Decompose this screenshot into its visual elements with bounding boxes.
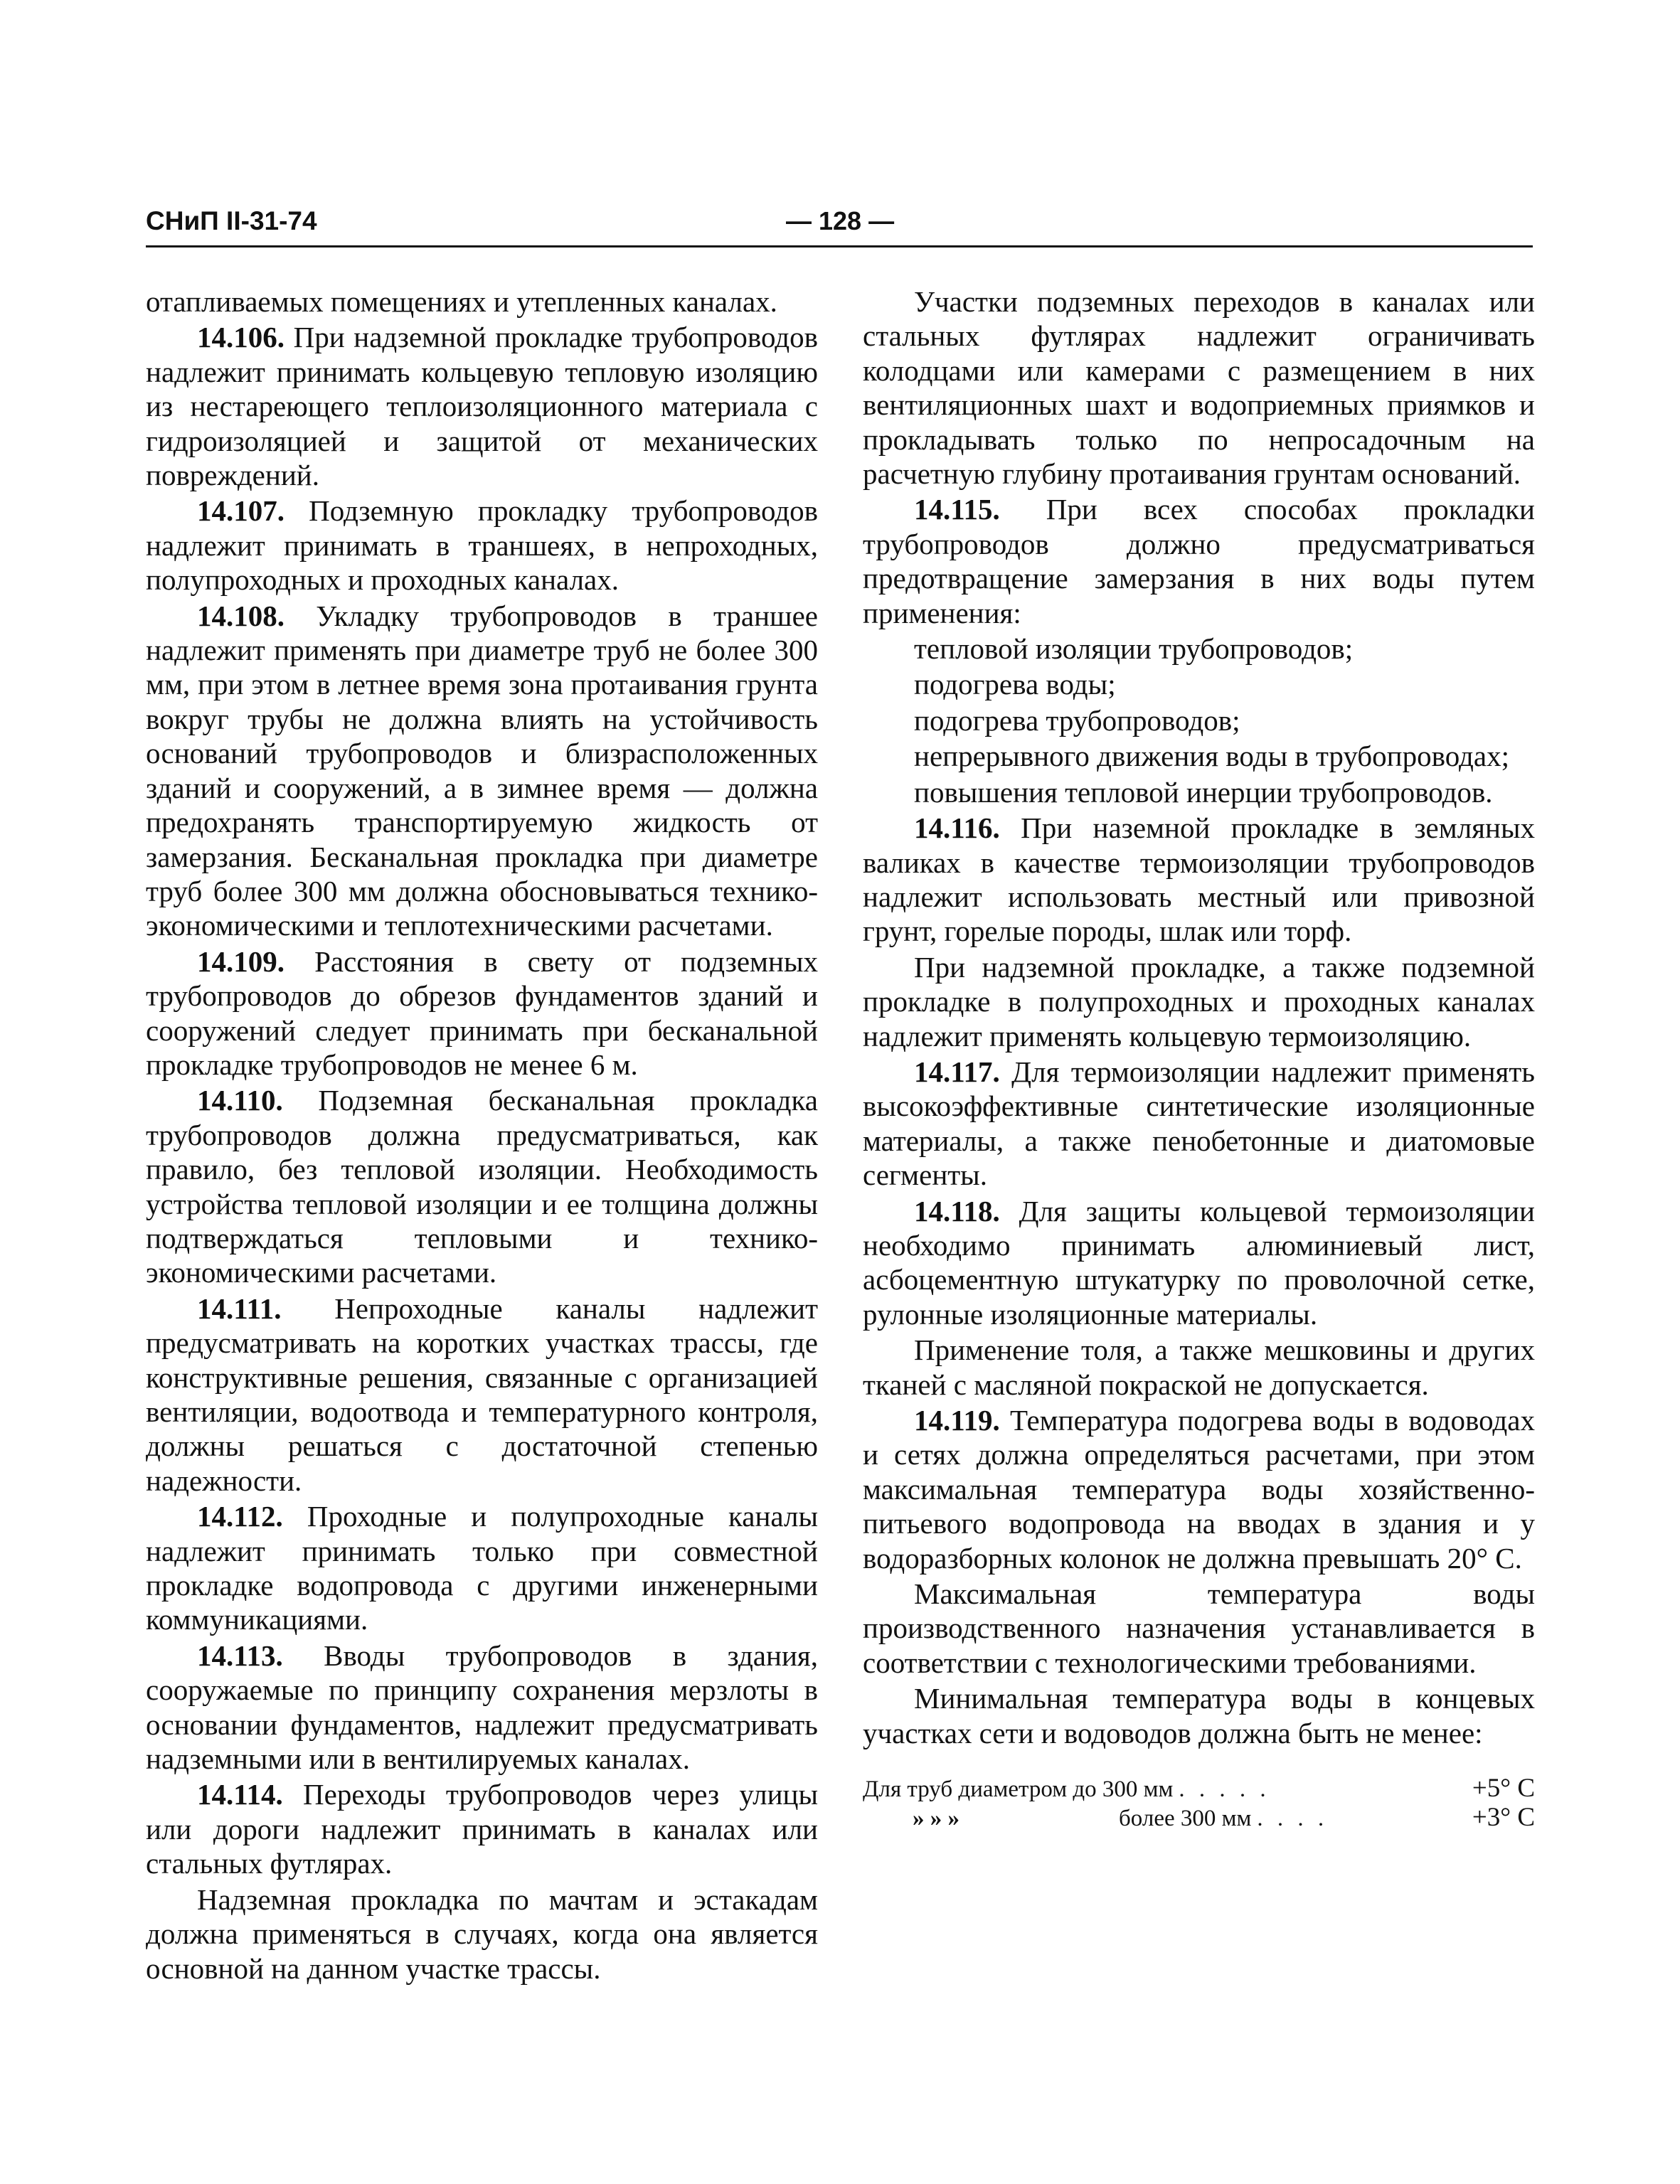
paragraph-text: повышения тепловой инерции трубопроводов. [914,775,1493,809]
paragraph [863,284,1535,491]
list-item [863,667,1535,701]
clause-number: 14.111. [197,1291,282,1325]
clause-number: 14.108. [197,599,285,632]
temperature-row-small-pipes [863,1774,1535,1804]
header-rule [146,245,1533,247]
page-header [146,206,1533,246]
row-label: Для труб диаметром до 300 мм [863,1777,1174,1803]
left-column [146,284,818,1987]
paragraph [863,950,1535,1053]
paragraph [863,1333,1535,1402]
temperature-value: +5° С [1472,1774,1535,1804]
document-code: СНиП II-31-74 [146,206,317,235]
paragraph-text: Расстояния в свету от подземных трубопроводов до обрезов фундаментов зданий и сооружений следует принимать при бесканальной прокладке трубопроводов не менее 6 м. [146,944,818,1081]
paragraph-text: Участки подземных переходов в каналах или стальных футлярах надлежит ограничивать колодцами или камерами с размещением в них вентиляционных шахт и водоприемных приямков и прокладывать только по непросадочным на расчетную глубину протаивания грунтам оснований. [863,285,1535,491]
paragraph-text: отапливаемых помещениях и утепленных каналах. [146,285,777,318]
paragraph-text: При наземной прокладке в земляных валиках в качестве термоизоляции трубопроводов надлежит использовать местный или привозной грунт, горелые породы, шлак или торф. [863,811,1535,948]
paragraph [146,1499,818,1637]
clause-number: 14.114. [197,1778,283,1811]
ditto-marks: » » » [913,1806,959,1832]
clause-number: 14.109. [197,944,285,978]
paragraph-text: Надземная прокладка по мачтам и эстакадам должна применяться в случаях, когда она является основной на данном участке трассы. [146,1882,818,1985]
paragraph [863,1577,1535,1680]
paragraph-text: Непроходные каналы надлежит предусматривать на коротких участках трассы, где конструктивные решения, связанные с организацией вентиляции, водоотвода и температурного контроля, должны решаться с достаточной степенью надежности. [146,1291,818,1497]
row-label: более 300 мм [1119,1806,1252,1832]
clause-number: 14.115. [914,493,1000,526]
paragraph [146,599,818,943]
page-number: — 128 — [786,206,895,235]
temperature-value: +3° С [1472,1803,1535,1833]
paragraph [146,1882,818,1986]
paragraph-text: Укладку трубопроводов в траншее надлежит применять при диаметре труб не более 300 мм, при этом в летнее время зона протаивания грунта вокруг трубы не должна влиять на устойчивость оснований трубопроводов и близрасположенных зданий и сооружений, а в зимнее время — должна предохранять транспортируемую жидкость от замерзания. Бесканальная прокладка при диаметре труб более 300 мм должна обосновываться технико-экономическими и теплотехническими расчетами. [146,599,818,942]
right-column [863,284,1535,1833]
paragraph [146,1083,818,1289]
paragraph [146,1639,818,1777]
paragraph-text: Максимальная температура воды производственного назначения устанавливается в соответствии с технологическими требованиями. [863,1577,1535,1679]
leader-dots: . . . . . [1179,1777,1270,1803]
clause-number: 14.107. [197,494,285,528]
paragraph-text: тепловой изоляции трубопроводов; [914,632,1354,666]
clause-number: 14.106. [197,321,285,354]
paragraph-text: Подземная бесканальная прокладка трубопроводов должна предусматриваться, как правило, без тепловой изоляции. Необходимость устройства тепловой изоляции и ее толщина должны подтверждаться тепловыми и технико-экономическими расчетами. [146,1084,818,1289]
paragraph-text: Подземную прокладку трубопроводов надлежит принимать в траншеях, в непроходных, полупроходных и проходных каналах. [146,494,818,597]
paragraph-text: Вводы трубопроводов в здания, сооружаемые по принципу сохранения мерзлоты в основании фундаментов, надлежит предусматривать надземными или в вентилируемых каналах. [146,1639,818,1776]
temperature-table [863,1774,1535,1833]
paragraph-text: При надземной прокладке, а также подземной прокладке в полупроходных и проходных каналах надлежит применять кольцевую термоизоляцию. [863,950,1535,1053]
paragraph-text: Для защиты кольцевой термоизоляции необходимо принимать алюминиевый лист, асбоцементную штукатурку по проволочной сетке, рулонные изоляционные материалы. [863,1194,1535,1331]
paragraph-text: При всех способах прокладки трубопроводов должно предусматриваться предотвращение замерзания в них воды путем применения: [863,493,1535,629]
clause-number: 14.116. [914,811,1000,845]
paragraph-text: Переходы трубопроводов через улицы или дороги надлежит принимать в каналах или стальных футлярах. [146,1778,818,1880]
paragraph [146,944,818,1082]
list-item [863,632,1535,666]
paragraph-text: Для термоизоляции надлежит применять высокоэффективные синтетические изоляционные материалы, а также пенобетонные и диатомовые сегменты. [863,1055,1535,1192]
leader-dots: . . . . [1257,1806,1329,1832]
clause-number: 14.119. [914,1404,1000,1437]
clause-number: 14.112. [197,1500,283,1533]
clause-number: 14.113. [197,1639,283,1672]
paragraph-text: Применение толя, а также мешковины и других тканей с масляной покраской не допускается. [863,1333,1535,1401]
paragraph [863,492,1535,630]
paragraph [863,1194,1535,1332]
paragraph [146,320,818,492]
list-item [863,703,1535,737]
paragraph [146,1291,818,1498]
clause-number: 14.110. [197,1084,283,1117]
paragraph [146,494,818,597]
paragraph [146,1777,818,1880]
clause-number: 14.117. [914,1055,1000,1088]
paragraph-text: Проходные и полупроходные каналы надлежит принимать только при совместной прокладке водопровода с другими инженерными коммуникациями. [146,1500,818,1636]
paragraph [863,1681,1535,1750]
paragraph [863,1403,1535,1575]
paragraph-text: подогрева воды; [914,668,1116,701]
right-column-paragraphs [863,284,1535,1750]
paragraph [863,1055,1535,1193]
paragraph-text: подогрева трубопроводов; [914,703,1240,737]
paragraph-text: непрерывного движения воды в трубопроводах; [914,740,1509,773]
list-item [863,739,1535,773]
temperature-row-large-pipes [863,1804,1535,1833]
paragraph-text: При надземной прокладке трубопроводов надлежит принимать кольцевую тепловую изоляцию из нестареющего теплоизоляционного материала с гидроизоляцией и защитой от механических повреждений. [146,321,818,492]
clause-number: 14.118. [914,1194,1000,1227]
paragraph-text: Минимальная температура воды в концевых участках сети и водоводов должна быть не менее: [863,1682,1535,1749]
paragraph-text: Температура подогрева воды в водоводах и сетях должна определяться расчетами, при этом максимальная температура воды хозяйственно-питьевого водопровода на вводах в здания и у водоразборных колонок не должна превышать 20° С. [863,1404,1535,1575]
paragraph [146,284,818,319]
list-item [863,775,1535,809]
paragraph [863,811,1535,949]
